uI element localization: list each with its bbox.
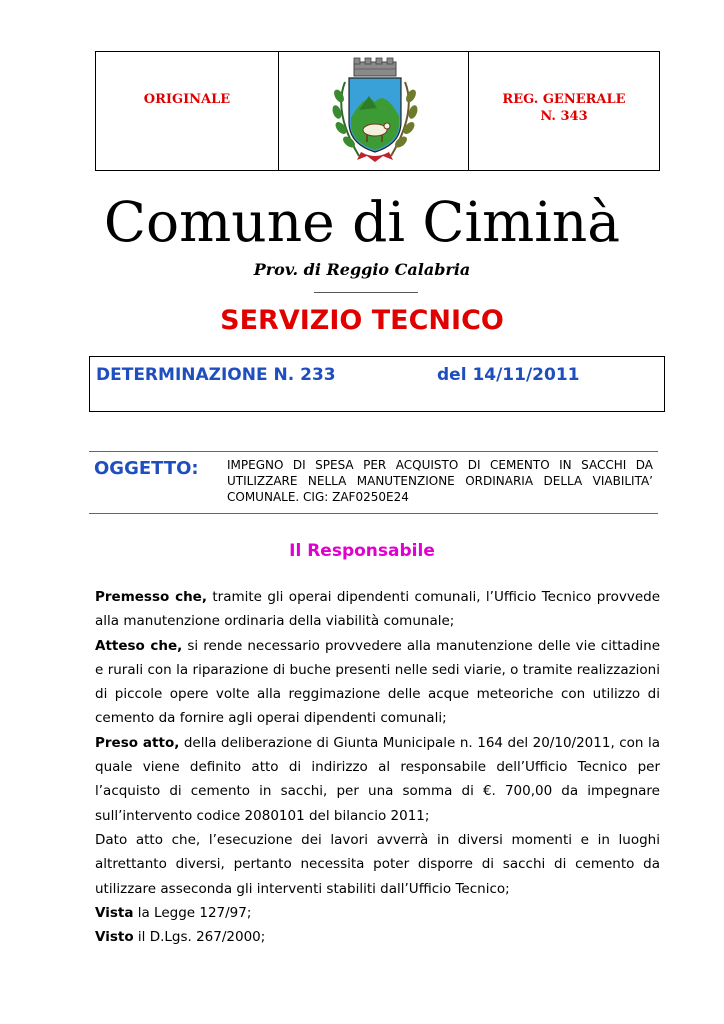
- oggetto-divider-top: [89, 451, 658, 452]
- reg-generale-label: [469, 91, 659, 125]
- header-box: [95, 51, 660, 171]
- oggetto-text: IMPEGNO DI SPESA PER ACQUISTO DI CEMENTO IN SACCHI DA UTILIZZARE NELLA MANUTENZIONE ORDINARIA DELLA VIABILITA’ COMUNALE. CIG: ZAF0250E24: [227, 458, 653, 504]
- coat-of-arms-icon: [279, 52, 469, 170]
- original-label: ORIGINALE: [143, 92, 231, 107]
- header-cell-original: [96, 52, 279, 170]
- oggetto-label: OGGETTO:: [94, 458, 199, 479]
- paragraph-text: si rende necessario provvedere alla manutenzione delle vie cittadine e rurali con la riparazione di buche presenti nelle sedi viarie, o tramite realizzazioni di piccole opere volte alla reggimazione delle acque meteoriche con utilizzo di cemento da fornire agli operai dipendenti comunali;: [95, 637, 660, 727]
- paragraph-premesso: [95, 585, 660, 634]
- paragraph-lead: Vista: [95, 904, 134, 921]
- paragraph-text: il D.Lgs. 267/2000;: [133, 929, 266, 946]
- document-body: [95, 585, 660, 949]
- header-cell-emblem: [279, 52, 469, 170]
- responsabile-heading: Il Responsabile: [289, 541, 435, 561]
- paragraph-preso-atto: [95, 731, 660, 828]
- crown-icon: [354, 58, 396, 76]
- paragraph-text: della deliberazione di Giunta Municipale n. 164 del 20/10/2011, con la quale viene definito atto di indirizzo al responsabile dell’Ufficio Tecnico per l’acquisto di cemento in sacchi, per una somma di €. 700,00 da impegnare sull’intervento codice 2080101 del bilancio 2011;: [95, 734, 661, 824]
- paragraph-atteso: [95, 634, 660, 731]
- province-subtitle: Prov. di Reggio Calabria: [253, 260, 471, 279]
- determinazione-number: DETERMINAZIONE N. 233: [96, 365, 336, 385]
- oggetto-divider-bottom: [89, 513, 658, 514]
- reg-generale-number: N. 343: [540, 109, 588, 124]
- reg-generale-line1: REG. GENERALE: [502, 92, 626, 107]
- determinazione-date: del 14/11/2011: [437, 365, 580, 385]
- paragraph-lead: Atteso che,: [95, 637, 183, 654]
- paragraph-lead: Visto: [95, 929, 134, 946]
- page-title: Comune di Ciminà: [103, 190, 621, 254]
- header-cell-reg: [469, 52, 659, 170]
- paragraph-lead: Preso atto,: [95, 734, 180, 751]
- paragraph-text: la Legge 127/97;: [133, 904, 252, 921]
- paragraph-text: tramite gli operai dipendenti comunali, l’Ufficio Tecnico provvede alla manutenzione ordinaria della viabilità comunale;: [95, 589, 660, 630]
- paragraph-vista: [95, 901, 660, 925]
- paragraph-visto: [95, 925, 660, 949]
- paragraph-lead: Premesso che,: [95, 589, 207, 605]
- province-divider: [314, 292, 418, 293]
- paragraph-dato-atto: Dato atto che, l’esecuzione dei lavori avverrà in diversi momenti e in luoghi altrettanto diversi, pertanto necessita poter disporre di sacchi di cemento da utilizzare asseconda gli interventi stabiliti dall’Ufficio Tecnico;: [95, 831, 660, 897]
- service-heading: SERVIZIO TECNICO: [220, 305, 504, 336]
